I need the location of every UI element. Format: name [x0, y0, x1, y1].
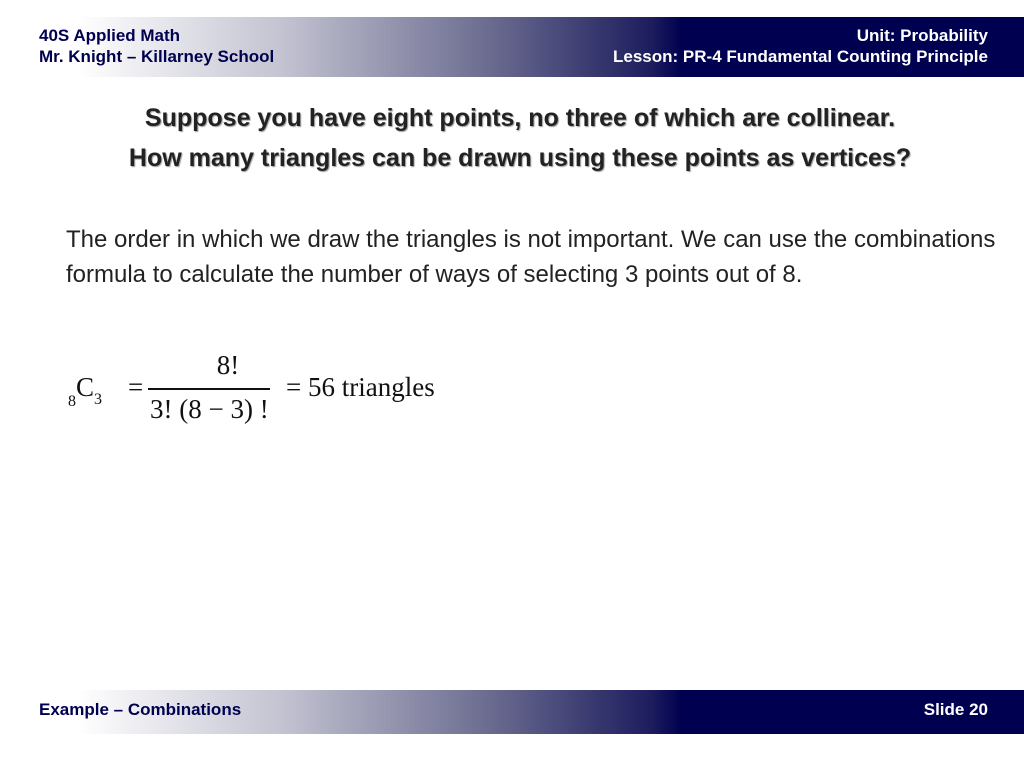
question-line-1: Suppose you have eight points, no three of which are collinear. — [144, 104, 896, 132]
slide-number: Slide 20 — [923, 700, 988, 719]
combination-notation — [68, 372, 103, 410]
explanation-text: The order in which we draw the triangles is not important. We can use the combinations formula to calculate the number of ways of selecting 3 points out of 8. — [66, 226, 996, 288]
combination-r: 3 — [94, 391, 103, 408]
fraction-bar — [148, 388, 270, 390]
unit-title: Unit: Probability — [856, 26, 988, 45]
header-bar — [17, 17, 1024, 77]
course-name: 40S Applied Math — [39, 26, 181, 45]
footer-title: Example – Combinations — [39, 700, 242, 719]
header-right — [613, 25, 988, 67]
fraction-numerator: 8! — [216, 350, 240, 380]
fraction-denominator: 3! (8 − 3) ! — [150, 394, 269, 424]
combination-letter: C — [76, 372, 95, 402]
formula-result: = 56 triangles — [286, 372, 435, 402]
combination-formula — [68, 350, 488, 440]
combination-n: 8 — [68, 393, 76, 410]
header-left — [39, 25, 274, 67]
question-line-2: How many triangles can be drawn using these points as vertices? — [128, 144, 912, 172]
question-text — [0, 98, 1024, 178]
lesson-title: Lesson: PR-4 Fundamental Counting Principle — [613, 47, 988, 66]
footer-bar — [17, 690, 1024, 734]
teacher-name: Mr. Knight – Killarney School — [39, 47, 275, 66]
equals-sign: = — [128, 372, 144, 402]
